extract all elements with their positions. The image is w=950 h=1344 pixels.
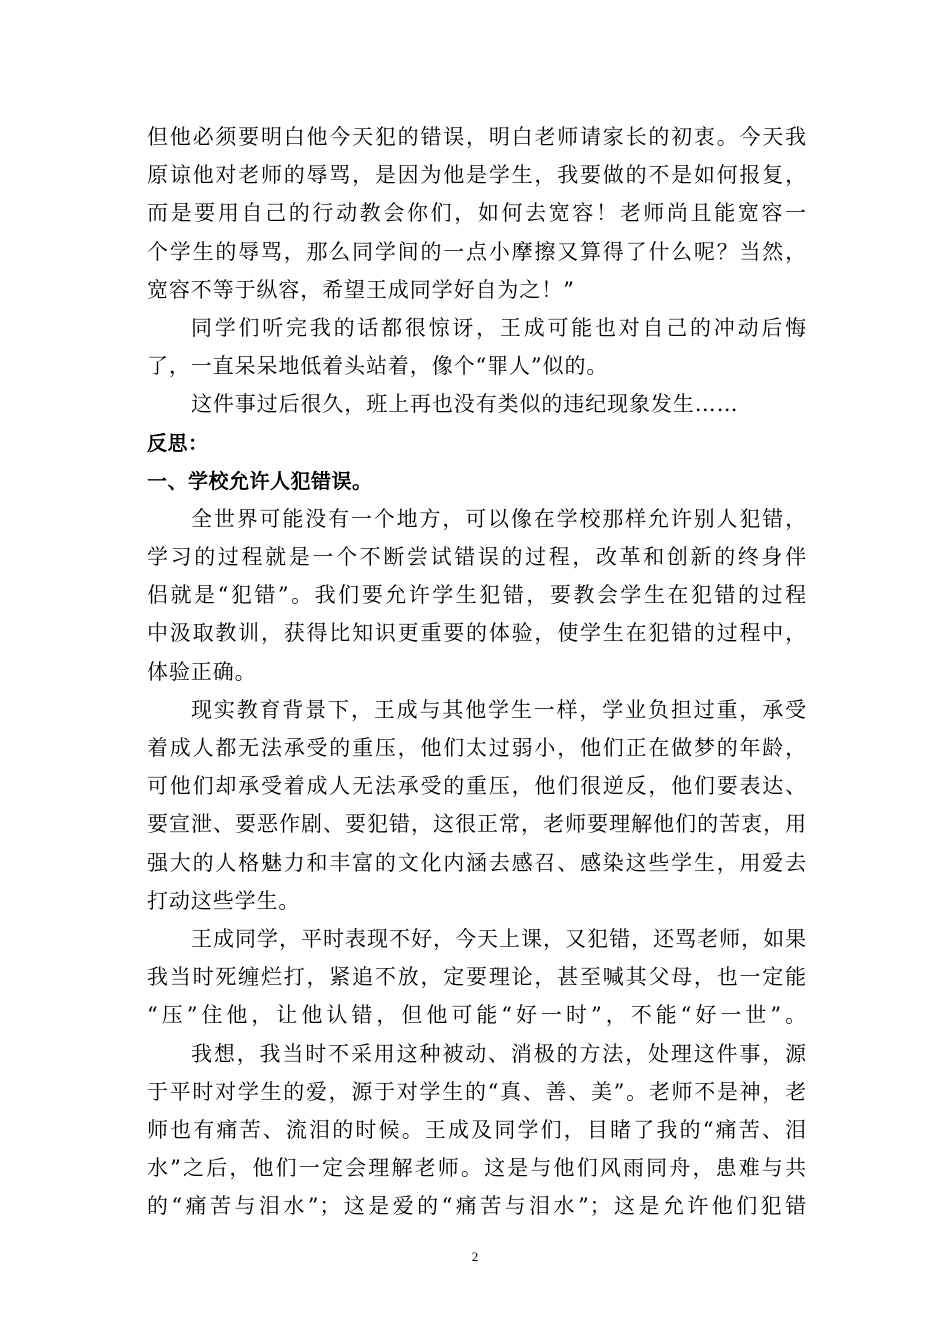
text-line: 同学们听完我的话都很惊讶，王成可能也对自己的冲动后悔 [191,315,807,340]
text-line: 于平时对学生的爱，源于对学生的“真、善、美”。老师不是神，老 [147,1079,807,1104]
section-heading: 反思： [147,430,209,455]
text-line: 了，一直呆呆地低着头站着，像个“罪人”似的。 [147,354,609,379]
text-line: 体验正确。 [147,659,257,684]
page-number: 2 [471,1249,479,1264]
text-line: 原谅他对老师的辱骂，是因为他是学生，我要做的不是如何报复， [147,163,807,188]
text-line: 而是要用自己的行动教会你们，如何去宽容！老师尚且能宽容一 [147,201,807,226]
text-line: 宽容不等于纵容，希望王成同学好自为之！” [147,277,575,302]
text-line: 王成同学，平时表现不好，今天上课，又犯错，还骂老师，如果 [191,926,807,951]
text-line: 但他必须要明白他今天犯的错误，明白老师请家长的初衷。今天我 [147,125,807,149]
text-line: 学习的过程就是一个不断尝试错误的过程，改革和创新的终身伴 [147,545,807,570]
text-line: 可他们却承受着成人无法承受的重压，他们很逆反，他们要表达、 [147,774,807,799]
document-body [147,118,807,1225]
text-line: 着成人都无法承受的重压，他们太过弱小，他们正在做梦的年龄， [147,736,807,760]
text-line: 侣就是“犯错”。我们要允许学生犯错，要教会学生在犯错的过程 [147,583,807,608]
text-line: 现实教育背景下，王成与其他学生一样，学业负担过重，承受 [191,697,807,722]
text-line: 我想，我当时不采用这种被动、消极的方法，处理这件事，源 [191,1041,807,1066]
text-line: “压”住他，让他认错，但他可能“好一时”，不能“好一世”。 [147,1003,807,1028]
section-heading: 一、学校允许人犯错误。 [147,468,373,493]
text-line: 中汲取教训，获得比知识更重要的体验，使学生在犯错的过程中， [147,621,807,646]
text-line: 个学生的辱骂，那么同学间的一点小摩擦又算得了什么呢？当然， [147,239,807,264]
text-line: 强大的人格魅力和丰富的文化内涵去感召、感染这些学生，用爱去 [147,850,807,875]
text-line: 的“痛苦与泪水”；这是爱的“痛苦与泪水”；这是允许他们犯错 [147,1194,807,1219]
text-line: 水”之后，他们一定会理解老师。这是与他们风雨同舟，患难与共 [147,1156,807,1181]
text-line: 这件事过后很久，班上再也没有类似的违纪现象发生…… [191,392,739,417]
text-line: 全世界可能没有一个地方，可以像在学校那样允许别人犯错， [191,506,807,531]
text-line: 打动这些学生。 [147,888,301,913]
text-line: 我当时死缠烂打，紧追不放，定要理论，甚至喊其父母，也一定能 [147,965,807,990]
text-line: 要宣泄、要恶作剧、要犯错，这很正常，老师要理解他们的苦衷，用 [147,812,807,837]
text-line: 师也有痛苦、流泪的时候。王成及同学们，目睹了我的“痛苦、泪 [147,1117,807,1142]
